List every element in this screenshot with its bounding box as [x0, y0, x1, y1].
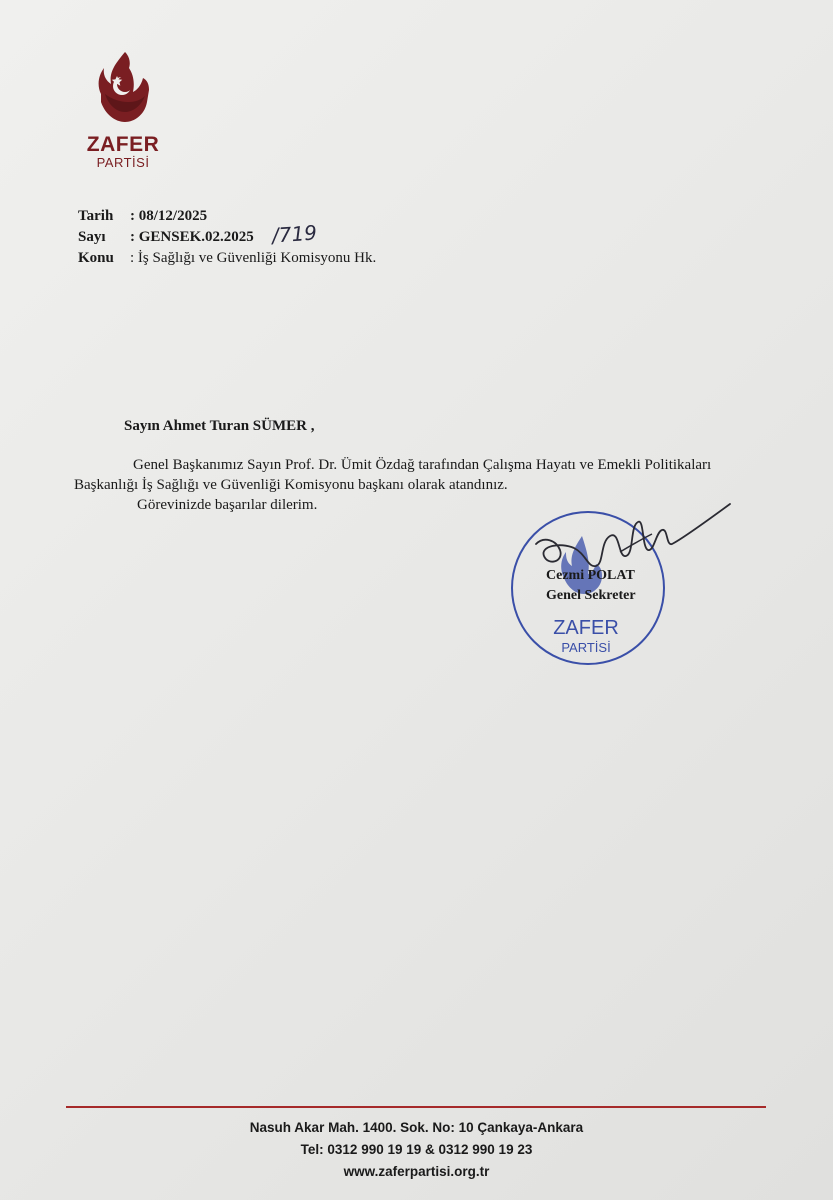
- logo-subtitle: PARTİSİ: [96, 155, 150, 170]
- date-label: Tarih: [78, 208, 114, 224]
- signer-name: Cezmi POLAT: [546, 568, 635, 583]
- party-logo: [86, 50, 160, 170]
- footer-divider: [66, 1106, 766, 1108]
- footer-phone: Tel: 0312 990 19 19 & 0312 990 19 23: [300, 1142, 533, 1157]
- meta-number-row: [78, 227, 376, 248]
- letter-footer: [0, 1117, 833, 1183]
- stamp-brand: ZAFER: [553, 617, 619, 639]
- number-value: : GENSEK.02.2025: [130, 229, 254, 245]
- handwritten-number: /719: [271, 220, 318, 248]
- date-value: : 08/12/2025: [130, 208, 208, 224]
- number-label: Sayı: [78, 229, 106, 245]
- stamp-subtitle: PARTİSİ: [561, 640, 611, 655]
- handwritten-signature: [530, 496, 740, 596]
- meta-subject-row: [78, 248, 376, 269]
- signer-title: Genel Sekreter: [546, 588, 636, 603]
- letter-meta: [78, 206, 376, 269]
- subject-value: : İş Sağlığı ve Güvenliği Komisyonu Hk.: [130, 250, 377, 266]
- body-paragraph-2: Görevinizde başarılar dilerim.: [137, 497, 318, 513]
- salutation: Sayın Ahmet Turan SÜMER ,: [124, 418, 315, 434]
- subject-label: Konu: [78, 250, 114, 266]
- footer-address: Nasuh Akar Mah. 1400. Sok. No: 10 Çankaya-Ankara: [249, 1120, 584, 1135]
- logo-brand: ZAFER: [86, 133, 160, 156]
- flame-hand-icon: [95, 50, 151, 130]
- body-paragraph-1: Genel Başkanımız Sayın Prof. Dr. Ümit Özdağ tarafından Çalışma Hayatı ve Emekli Politikaları Başkanlığı İş Sağlığı ve Güvenliği Komisyonu başkanı olarak atandınız.: [74, 457, 712, 493]
- meta-date-row: [78, 206, 376, 227]
- footer-website: www.zaferpartisi.org.tr: [343, 1164, 490, 1179]
